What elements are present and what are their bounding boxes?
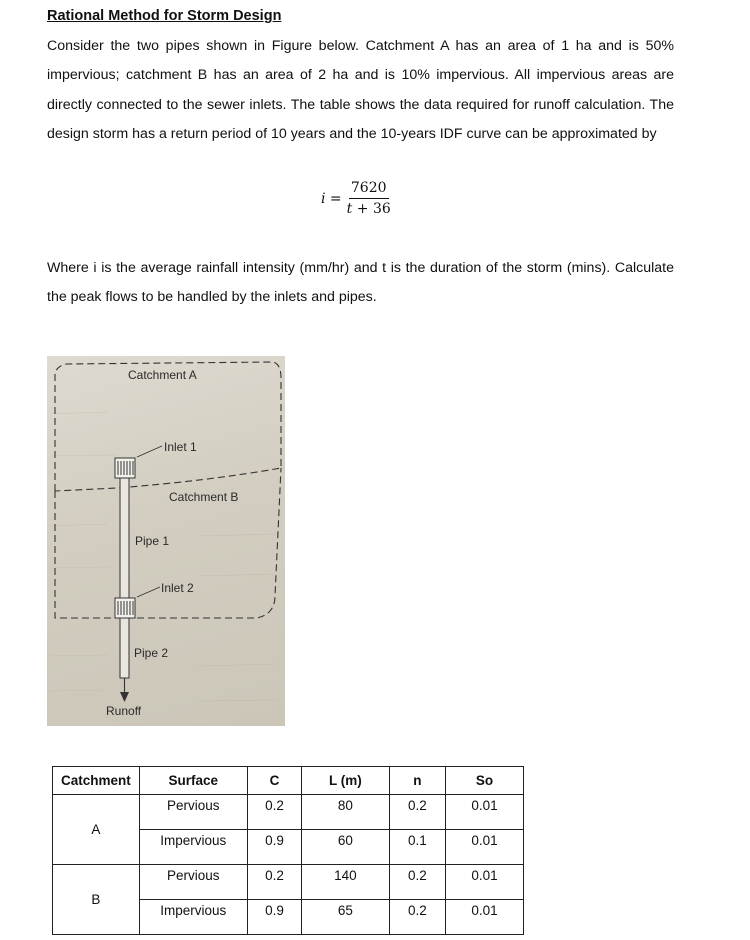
header-catchment: Catchment xyxy=(53,767,140,795)
inlet-1-leader xyxy=(137,446,162,457)
runoff-label: Runoff xyxy=(106,704,142,718)
pipe-2-shape xyxy=(120,618,129,678)
n-cell: 0.2 xyxy=(389,900,445,935)
length-cell: 140 xyxy=(302,865,390,900)
table-row xyxy=(53,795,524,830)
length-cell: 60 xyxy=(302,830,390,865)
c-cell: 0.2 xyxy=(247,795,301,830)
formula-lhs: i = xyxy=(321,190,342,207)
catchment-cell: B xyxy=(53,865,140,935)
catchment-b-label: Catchment B xyxy=(169,490,239,504)
surface-cell: Pervious xyxy=(139,795,247,830)
table-row xyxy=(53,865,524,900)
n-cell: 0.2 xyxy=(389,795,445,830)
slope-cell: 0.01 xyxy=(446,865,524,900)
table-header-row xyxy=(53,767,524,795)
length-cell: 80 xyxy=(302,795,390,830)
problem-statement: Consider the two pipes shown in Figure below. Catchment A has an area of 1 ha and is 50% impervious; catchment B has an area of 2 ha and is 10% impervious. All impervious areas are directly connected to the sewer inlets. The table shows the data required for runoff calculation. The design storm has a return period of 10 years and the 10-years IDF curve can be approximated by xyxy=(47,38,674,142)
n-cell: 0.2 xyxy=(389,865,445,900)
header-n: n xyxy=(389,767,445,795)
formula-denominator-rest: + 36 xyxy=(352,201,391,217)
header-surface: Surface xyxy=(139,767,247,795)
c-cell: 0.2 xyxy=(247,865,301,900)
slope-cell: 0.01 xyxy=(446,900,524,935)
n-cell: 0.1 xyxy=(389,830,445,865)
runoff-arrow-head xyxy=(120,692,129,702)
length-cell: 65 xyxy=(302,900,390,935)
catchment-a-label: Catchment A xyxy=(128,368,197,382)
pipe-1-shape xyxy=(120,478,129,600)
formula-denominator xyxy=(347,199,391,217)
slope-cell: 0.01 xyxy=(446,830,524,865)
formula-numerator: 7620 xyxy=(349,180,389,199)
catchment-cell: A xyxy=(53,795,140,865)
inlet-2-label: Inlet 2 xyxy=(161,581,194,595)
inlet-1-label: Inlet 1 xyxy=(164,440,197,454)
surface-cell: Pervious xyxy=(139,865,247,900)
formula-fraction xyxy=(347,180,391,217)
inlet-2-leader xyxy=(137,587,160,597)
idf-formula xyxy=(321,180,391,217)
c-cell: 0.9 xyxy=(247,830,301,865)
header-slope: So xyxy=(446,767,524,795)
document-title: Rational Method for Storm Design xyxy=(47,8,282,24)
surface-cell: Impervious xyxy=(139,900,247,935)
inlet-2-grate xyxy=(115,598,135,618)
inlet-1-grate xyxy=(115,458,135,478)
formula-denominator-var: t xyxy=(346,201,353,217)
pipe-2-label: Pipe 2 xyxy=(134,646,169,660)
pipe-1-label: Pipe 1 xyxy=(135,534,170,548)
header-length: L (m) xyxy=(302,767,390,795)
c-cell: 0.9 xyxy=(247,900,301,935)
question-text: Where i is the average rainfall intensity (mm/hr) and t is the duration of the storm (mins). Calculate the peak flows to be handled by the inlets and pipes. xyxy=(47,260,674,306)
header-c: C xyxy=(247,767,301,795)
slope-cell: 0.01 xyxy=(446,795,524,830)
runoff-data-table xyxy=(52,766,524,935)
surface-cell: Impervious xyxy=(139,830,247,865)
catchment-figure xyxy=(47,356,285,726)
